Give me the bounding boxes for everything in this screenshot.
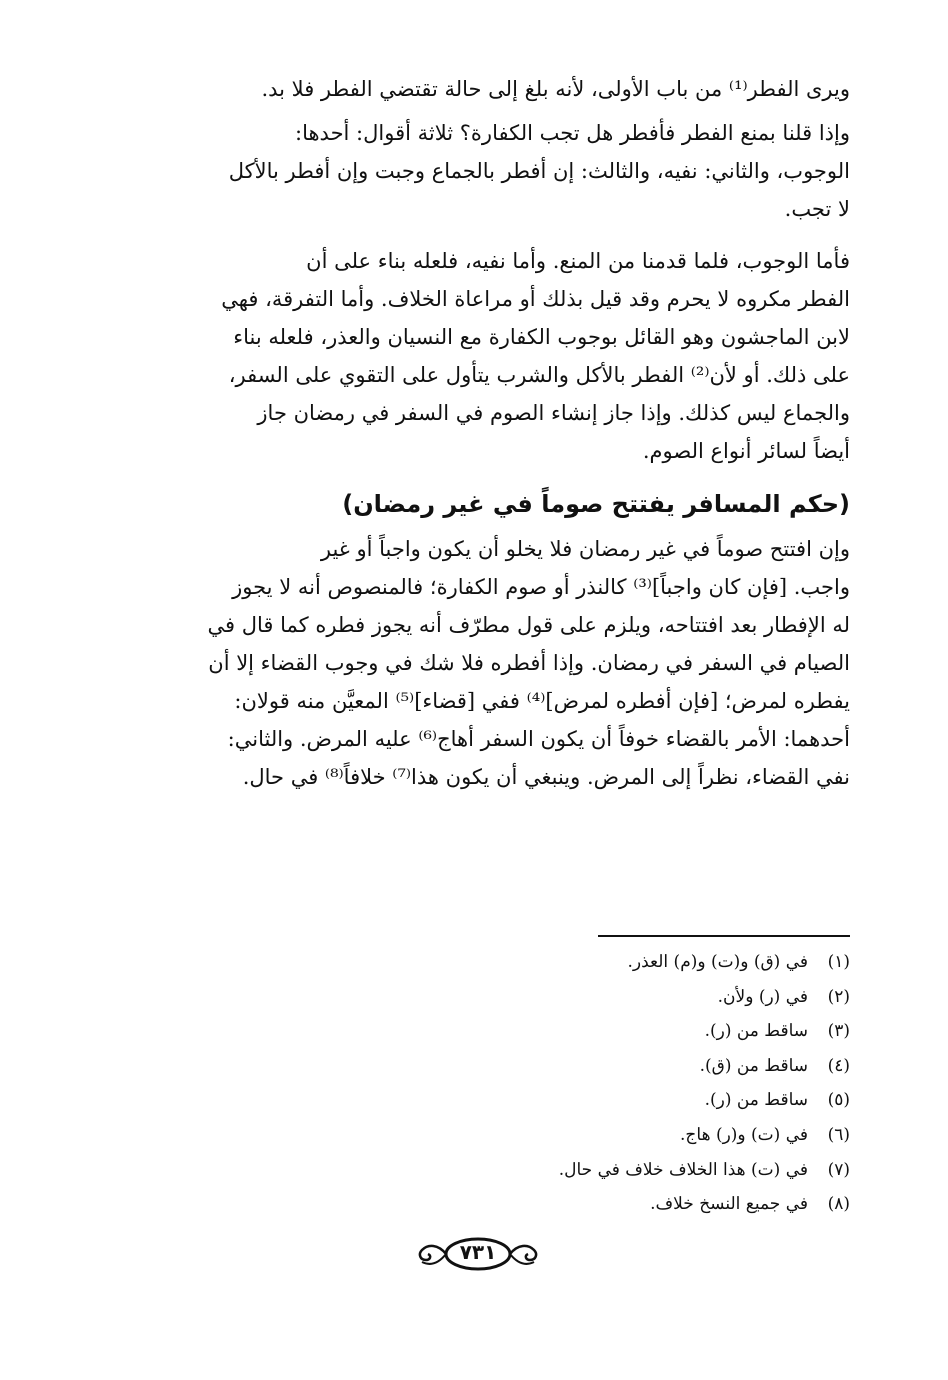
text-line: الفطر مكروه لا يحرم وقد قيل بذلك أو مراعاة الخلاف. وأما التفرقة، فهي bbox=[221, 287, 850, 311]
footnote-number: (١) bbox=[827, 952, 850, 972]
footnote-number: (٥) bbox=[827, 1090, 850, 1111]
footnote-text: في (ت) هذا الخلاف خلاف في حال. bbox=[558, 1159, 808, 1180]
footnote bbox=[300, 1014, 850, 1049]
section-heading: (حكم المسافر يفتتح صوماً في غير رمضان) bbox=[342, 490, 850, 518]
text-line: واجب. [فإن كان واجباً]⁽³⁾ كالنذر أو صوم الكفارة؛ فالمنصوص أنه لا يجوز bbox=[232, 575, 850, 599]
footnote bbox=[300, 1153, 850, 1188]
text-line: الوجوب، والثاني: نفيه، والثالث: إن أفطر بالجماع وجبت وإن أفطر بالأكل bbox=[228, 159, 850, 183]
footnote-number: (٨) bbox=[827, 1194, 850, 1215]
footnote bbox=[300, 1083, 850, 1118]
footnote-number: (٤) bbox=[827, 1055, 850, 1076]
paragraph-1 bbox=[98, 70, 850, 108]
footnote-number: (٣) bbox=[827, 1021, 850, 1042]
footnote-number: (٧) bbox=[827, 1159, 850, 1180]
text-line: أيضاً لسائر أنواع الصوم. bbox=[642, 439, 850, 463]
text-line: لا تجب. bbox=[784, 197, 850, 221]
paragraph-2 bbox=[98, 114, 850, 228]
footnote-text: في (ق) و(ت) و(م) العذر. bbox=[627, 952, 808, 972]
text-line: فأما الوجوب، فلما قدمنا من المنع. وأما نفيه، فلعله بناء على أن bbox=[306, 249, 850, 273]
paragraph-3 bbox=[98, 242, 850, 470]
footnotes bbox=[300, 945, 850, 1222]
text-line: وإذا قلنا بمنع الفطر فأفطر هل تجب الكفارة؟ ثلاثة أقوال: أحدها: bbox=[295, 121, 850, 145]
footnote bbox=[300, 1187, 850, 1222]
text-line: والجماع ليس كذلك. وإذا جاز إنشاء الصوم في السفر في رمضان جاز bbox=[257, 401, 850, 425]
footnote-text: في جميع النسخ خلاف. bbox=[650, 1194, 808, 1215]
page-number-ornament bbox=[408, 1230, 548, 1278]
section-paragraph bbox=[98, 530, 850, 796]
footnote-text: في (ت) و(ر) هاج. bbox=[680, 1124, 808, 1145]
page-body bbox=[98, 70, 850, 796]
footnote-text: ساقط من (ر). bbox=[704, 1090, 808, 1111]
text-line: له الإفطار بعد افتتاحه، ويلزم على قول مطرّف أنه يجوز فطره كما قال في bbox=[207, 613, 850, 637]
text-line: الصيام في السفر في رمضان. وإذا أفطره فلا شك في وجوب القضاء إلا أن bbox=[208, 651, 850, 675]
footnote bbox=[300, 980, 850, 1015]
footnote bbox=[300, 1118, 850, 1153]
footnote-text: ساقط من (ق). bbox=[699, 1055, 808, 1076]
footnote-number: (٢) bbox=[827, 986, 850, 1007]
footnote-number: (٦) bbox=[827, 1124, 850, 1145]
text-line: لابن الماجشون وهو القائل بوجوب الكفارة مع النسيان والعذر، فلعله بناء bbox=[233, 325, 850, 349]
text-line: ويرى الفطر⁽¹⁾ من باب الأولى، لأنه بلغ إلى حالة تقتضي الفطر فلا بد. bbox=[261, 77, 850, 101]
footnote-separator bbox=[598, 935, 850, 937]
text-line: وإن افتتح صوماً في غير رمضان فلا يخلو أن يكون واجباً أو غير bbox=[320, 537, 850, 561]
text-line: على ذلك. أو لأن⁽²⁾ الفطر بالأكل والشرب يتأول على التقوي على السفر، bbox=[228, 363, 850, 387]
footnote-text: ساقط من (ر). bbox=[704, 1021, 808, 1042]
text-line: نفي القضاء، نظراً إلى المرض. وينبغي أن يكون هذا⁽⁷⁾ خلافاً⁽⁸⁾ في حال. bbox=[242, 765, 850, 789]
footnote bbox=[300, 945, 850, 980]
footnote-text: في (ر) ولأن. bbox=[717, 986, 808, 1007]
text-line: أحدهما: الأمر بالقضاء خوفاً أن يكون السفر أهاج⁽⁶⁾ عليه المرض. والثاني: bbox=[227, 727, 850, 751]
page-number: ٧٣١ bbox=[459, 1240, 497, 1264]
text-line: يفطره لمرض؛ [فإن أفطره لمرض]⁽⁴⁾ ففي [قضاء]⁽⁵⁾ المعيَّن منه قولان: bbox=[234, 689, 850, 713]
footnote bbox=[300, 1049, 850, 1084]
